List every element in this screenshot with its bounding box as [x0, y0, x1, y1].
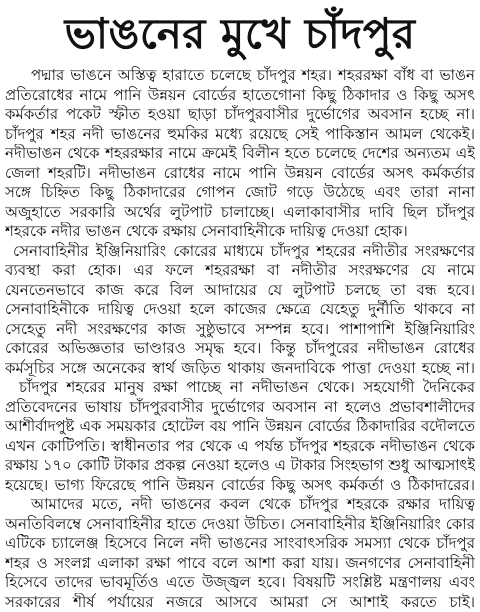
article-line: রক্ষায় ১৭০ কোটি টাকার প্রকল্প নেওয়া হলেও এ টাকার সিংহভাগ শুধু আত্মসাৎই [5, 457, 475, 474]
article-line: অজুহাতে সরকারি অর্থের লুটপাট চালাচ্ছে। এলাকাবাসীর দাবি ছিল চাঁদপুর [5, 202, 475, 221]
article-line: প্রতিরোধের নামে পানি উন্নয়ন বোর্ডের হাতেগোনা কিছু ঠিকাদার ও কিছু অসৎ [5, 85, 475, 104]
article-title: ভাঙনের মুখে চাঁদপুর [64, 9, 416, 58]
article-line: ব্যবস্থা করা হোক। এর ফলে শহররক্ষা বা নদীতীর সংরক্ষণের যে নামে [5, 261, 475, 279]
article-line: শহরকে নদীর ভাঙন থেকে রক্ষায় সেনাবাহিনীকে দায়িত্ব দেওয়া হোক। [5, 222, 408, 240]
article-line: এটিকে চ্যালেঞ্জ হিসেবে নিলে নদী ভাঙনের সাংবাৎসরিক সমস্যা থেকে চাঁদপুর [5, 534, 475, 552]
article-line: প্রতিবেদনের ভাষায় চাঁদপুরবাসীর দুর্ভোগের অবসান না হলেও প্রভাবশালীদের [5, 397, 475, 416]
article-line: শহর ও সংলগ্ন এলাকা রক্ষা পাবে বলে আশা করা যায়। জনগণের সেনাবাহিনী [5, 553, 475, 572]
article-line: যেনতেনভাবে কাজ করে বিল আদায়ের যে লুটপাট চলছে তা বন্ধ হবে। [5, 280, 475, 299]
article-line: কর্মকর্তার পকেট স্ফীত হওয়া ছাড়া চাঁদপুরবাসীর দুর্ভোগের অবসান হচ্ছে না। [5, 105, 475, 123]
article-line: সঙ্গে চিহ্নিত কিছু ঠিকাদারের গোপন জোট গড়ে উঠেছে এবং তারা নানা [5, 183, 475, 201]
article-line: অনতিবিলম্বে সেনাবাহিনীর হাতে দেওয়া উচিত। সেনাবাহিনীর ইঞ্জিনিয়ারিং কোর [5, 514, 475, 533]
article-line: হিসেবে তাদের ভাবমূর্তিও এতে উজ্জ্বল হবে। বিষয়টি সংশ্লিষ্ট মন্ত্রণালয় এবং [5, 573, 475, 591]
article-line: আশীর্বাদপুষ্ট এক সময়কার হোটেল বয় পানি উন্নয়ন বোর্ডের ঠিকাদারির বদৌলতে [5, 418, 475, 435]
article-line: কর্মসূচির সঙ্গে অনেকের স্বার্থ জড়িত থাকায় জনদাবিকে পাত্তা দেওয়া হচ্ছে না। [5, 358, 475, 377]
article-line: এখন কোটিপতি। স্বাধীনতার পর থেকে এ পর্যন্ত চাঁদপুর শহরকে নদীভাঙন থেকে [5, 436, 475, 455]
article-line: সেহেতু নদী সংরক্ষণের কাজ সুষ্ঠুভাবে সম্পন্ন হবে। পাশাপাশি ইঞ্জিনিয়ারিং [5, 319, 475, 338]
article-line: চাঁদপুর শহরের মানুষ রক্ষা পাচ্ছে না নদীভাঙন থেকে। সহযোগী দৈনিকের [19, 378, 475, 396]
article-line: সেনাবাহিনীকে দায়িত্ব দেওয়া হলে কাজের ক্ষেত্রে যেহেতু দুর্নীতি থাকবে না [5, 300, 475, 318]
article-line: হয়েছে। ভাগ্য ফিরেছে পানি উন্নয়ন বোর্ডের কিছু অসৎ কর্মকর্তা ও ঠিকাদারের। [5, 475, 475, 494]
article-line: নদীভাঙন থেকে শহররক্ষার নামে ক্রমেই বিলীন হতে চলেছে দেশের অন্যতম এই [5, 144, 475, 162]
article-line: জেলা শহরটি। নদীভাঙন রোধের নামে পানি উন্নয়ন বোর্ডের অসৎ কর্মকর্তার [5, 163, 475, 182]
article-line: সরকারের শীর্ষ পর্যায়ের নজরে আসবে আমরা সে আশাই করতে চাই। [5, 592, 475, 611]
article-line: কোরের অভিজ্ঞতার ভাণ্ডারও সমৃদ্ধ হবে। কিন্তু চাঁদপুরের নদীভাঙন রোধের [5, 339, 475, 357]
article-line: সেনাবাহিনীর ইঞ্জিনিয়ারিং কোরের মাধ্যমে চাঁদপুর শহরের নদীতীর সংরক্ষণের [13, 241, 475, 260]
article-line: চাঁদপুর শহর নদী ভাঙনের হুমকির মধ্যে রয়েছে সেই পাকিস্তান আমল থেকেই। [5, 124, 475, 143]
article-line: আমাদের মতে, নদী ভাঙনের কবল থেকে চাঁদপুর শহরকে রক্ষার দায়িত্ব [31, 495, 475, 513]
article-body [5, 66, 475, 612]
article-line: পদ্মার ভাঙনে অস্তিত্ব হারাতে চলেছে চাঁদপুর শহর। শহররক্ষা বাঁধ বা ভাঙন [31, 66, 475, 84]
